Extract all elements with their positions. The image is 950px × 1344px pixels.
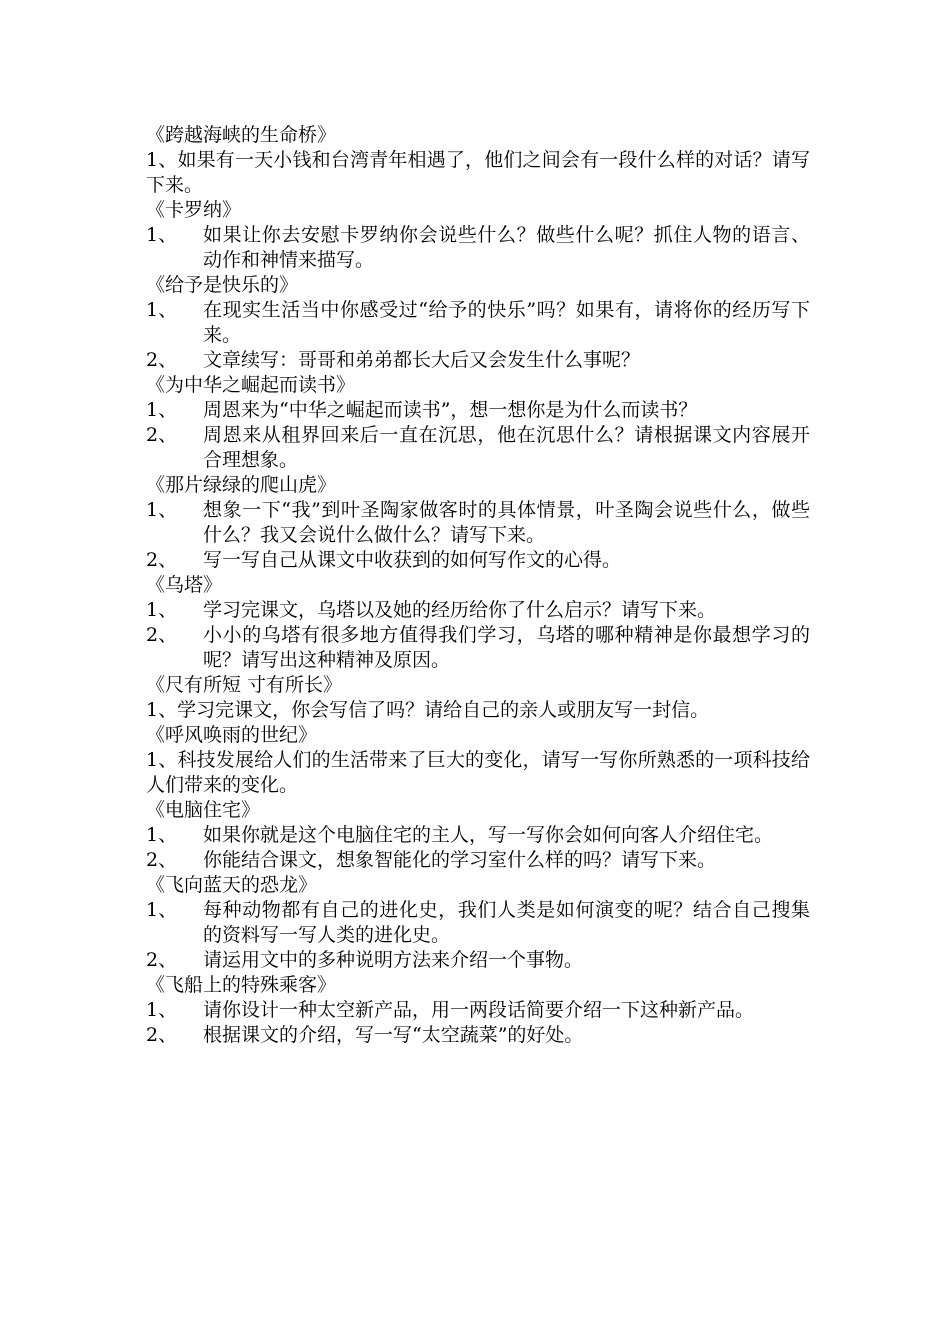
prompt-number: 1、 [146, 149, 178, 171]
lesson-section [146, 573, 810, 673]
prompt-text: 如果让你去安慰卡罗纳你会说些什么？做些什么呢？抓住人物的语言、动作和神情来描写。 [203, 224, 810, 271]
prompt-number: 2、 [146, 349, 178, 371]
lesson-section [146, 973, 810, 1048]
lesson-section [146, 373, 810, 473]
writing-prompt [146, 598, 810, 623]
prompt-text: 小小的乌塔有很多地方值得我们学习，乌塔的哪种精神是你最想学习的呢？请写出这种精神及原因。 [203, 624, 810, 671]
document-page [146, 123, 810, 1048]
prompt-text: 在现实生活当中你感受过“给予的快乐”吗？如果有，请将你的经历写下来。 [203, 299, 810, 346]
writing-prompt [146, 848, 810, 873]
writing-prompt [146, 298, 810, 348]
prompt-text: 想象一下“我”到叶圣陶家做客时的具体情景，叶圣陶会说些什么，做些什么？我又会说什么做什么？请写下来。 [203, 499, 810, 546]
writing-prompt [146, 748, 810, 798]
lesson-section [146, 123, 810, 198]
prompt-number: 1、 [146, 224, 178, 246]
writing-prompt [146, 423, 810, 473]
lesson-title: 《尺有所短 寸有所长》 [146, 674, 343, 696]
prompt-number: 1、 [146, 899, 178, 921]
lesson-title: 《跨越海峡的生命桥》 [146, 124, 337, 146]
prompt-text: 你能结合课文，想象智能化的学习室什么样的吗？请写下来。 [203, 849, 717, 871]
lesson-title: 《电脑住宅》 [146, 799, 261, 821]
prompt-number: 1、 [146, 699, 178, 721]
prompt-text: 周恩来从租界回来后一直在沉思，他在沉思什么？请根据课文内容展开合理想象。 [203, 424, 810, 471]
prompt-text: 学习完课文，你会写信了吗？请给自己的亲人或朋友写一封信。 [177, 699, 710, 721]
lesson-section [146, 873, 810, 973]
prompt-text: 科技发展给人们的生活带来了巨大的变化，请写一写你所熟悉的一项科技给人们带来的变化。 [146, 749, 810, 796]
writing-prompt [146, 498, 810, 548]
lesson-title: 《为中华之崛起而读书》 [146, 374, 356, 396]
prompt-number: 1、 [146, 824, 178, 846]
writing-prompt [146, 623, 810, 673]
writing-prompt [146, 1023, 810, 1048]
prompt-number: 2、 [146, 549, 178, 571]
prompt-number: 2、 [146, 424, 178, 446]
lesson-title: 《呼风唤雨的世纪》 [146, 724, 318, 746]
prompt-text: 文章续写：哥哥和弟弟都长大后又会发生什么事呢？ [203, 349, 641, 371]
writing-prompt [146, 998, 810, 1023]
lesson-title: 《卡罗纳》 [146, 199, 242, 221]
lesson-title: 《给予是快乐的》 [146, 274, 299, 296]
prompt-number: 1、 [146, 399, 178, 421]
writing-prompt [146, 898, 810, 948]
writing-prompt [146, 948, 810, 973]
prompt-text: 请你设计一种太空新产品，用一两段话简要介绍一下这种新产品。 [203, 999, 755, 1021]
prompt-number: 2、 [146, 849, 178, 871]
lesson-section [146, 798, 810, 873]
writing-prompt [146, 348, 810, 373]
prompt-number: 1、 [146, 299, 178, 321]
lesson-title: 《飞向蓝天的恐龙》 [146, 874, 318, 896]
prompt-text: 请运用文中的多种说明方法来介绍一个事物。 [203, 949, 584, 971]
writing-prompt [146, 698, 810, 723]
writing-prompt [146, 223, 810, 273]
lesson-section [146, 273, 810, 373]
prompt-text: 写一写自己从课文中收获到的如何写作文的心得。 [203, 549, 622, 571]
writing-prompt [146, 548, 810, 573]
prompt-number: 2、 [146, 1024, 178, 1046]
prompt-text: 根据课文的介绍，写一写“太空蔬菜”的好处。 [203, 1024, 584, 1046]
prompt-number: 1、 [146, 749, 178, 771]
lesson-section [146, 198, 810, 273]
lesson-title: 《飞船上的特殊乘客》 [146, 974, 337, 996]
prompt-number: 1、 [146, 999, 178, 1021]
prompt-text: 周恩来为“中华之崛起而读书”，想一想你是为什么而读书？ [203, 399, 698, 421]
prompt-number: 1、 [146, 499, 178, 521]
lesson-section [146, 673, 810, 723]
writing-prompt [146, 823, 810, 848]
writing-prompt [146, 398, 810, 423]
prompt-number: 2、 [146, 624, 178, 646]
lesson-section [146, 473, 810, 573]
lesson-section [146, 723, 810, 798]
document-body [146, 123, 810, 1048]
prompt-number: 1、 [146, 599, 178, 621]
prompt-text: 如果有一天小钱和台湾青年相遇了，他们之间会有一段什么样的对话？请写下来。 [146, 149, 810, 196]
lesson-title: 《那片绿绿的爬山虎》 [146, 474, 337, 496]
writing-prompt [146, 148, 810, 198]
prompt-number: 2、 [146, 949, 178, 971]
prompt-text: 每种动物都有自己的进化史，我们人类是如何演变的呢？结合自己搜集的资料写一写人类的进化史。 [203, 899, 810, 946]
prompt-text: 学习完课文，乌塔以及她的经历给你了什么启示？请写下来。 [203, 599, 717, 621]
lesson-title: 《乌塔》 [146, 574, 223, 596]
prompt-text: 如果你就是这个电脑住宅的主人，写一写你会如何向客人介绍住宅。 [203, 824, 774, 846]
